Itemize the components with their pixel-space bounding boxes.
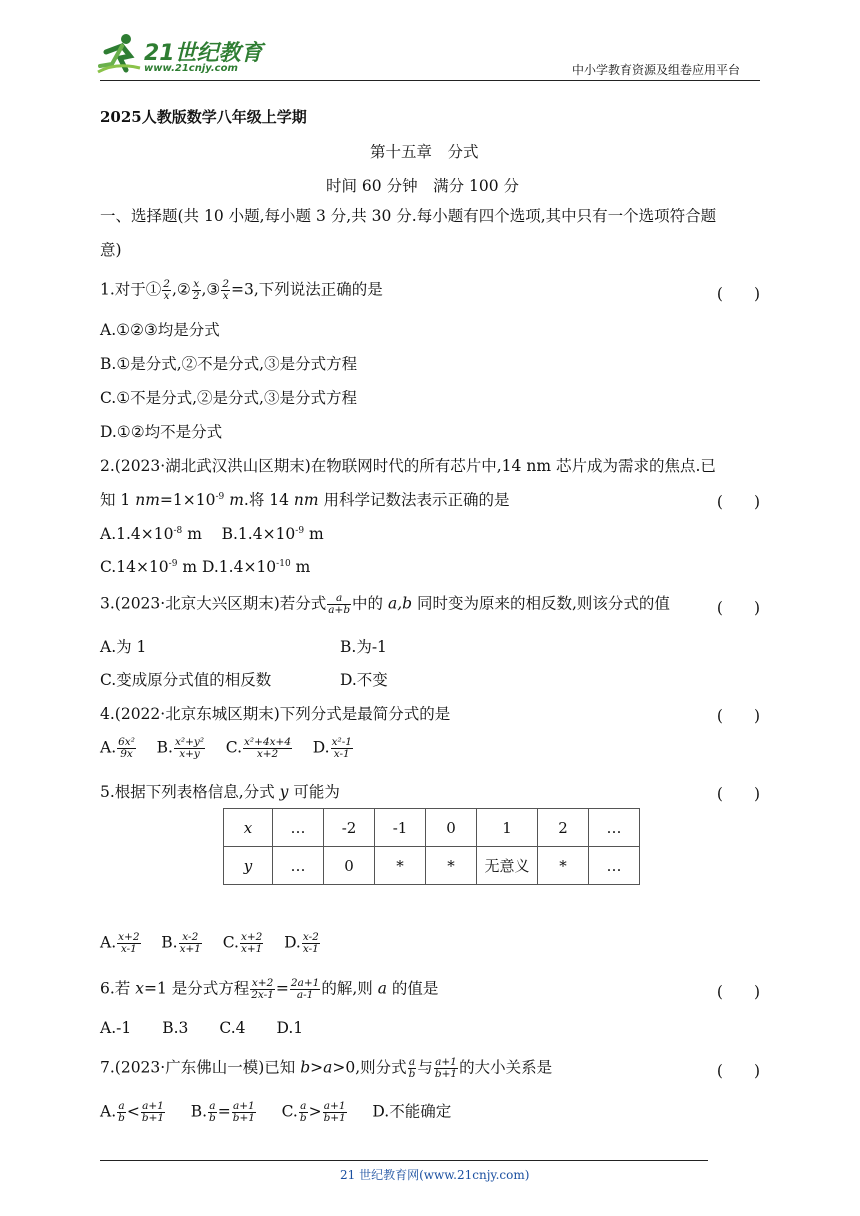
question-2: 2.(2023·湖北武汉洪山区期末)在物联网时代的所有芯片中,14 nm 芯片成为需求的焦点.已	[100, 457, 716, 475]
q2-options-cd: $C.14\times 10^{-9}$ m $D.1.4\times 10^{-10}$ m	[100, 558, 311, 576]
answer-paren-6: ( )	[716, 983, 760, 1001]
q1-option-b: B.①是分式,②不是分式,③是分式方程	[100, 355, 358, 373]
footer-rule	[100, 1160, 708, 1161]
header-rule	[100, 80, 760, 81]
q3-option-a: A.为 1	[100, 638, 147, 656]
section-heading-cont: 意)	[100, 241, 122, 259]
answer-paren-1: ( )	[716, 285, 760, 303]
question-5: 5.根据下列表格信息,分式 y 可能为	[100, 783, 340, 801]
logo	[96, 30, 263, 76]
doc-title: 2025人教版数学八年级上学期	[100, 108, 307, 126]
q3-option-c: C.变成原分式值的相反数	[100, 671, 272, 689]
time-info: 时间 60 分钟 满分 100 分	[326, 177, 520, 195]
logo-url: www.21cnjy.com	[144, 63, 238, 74]
platform-text: 中小学教育资源及组卷应用平台	[572, 63, 741, 77]
q4-options: A. $\frac{\text{6x²}}{9x}$ B. $\frac{\text{x²+y²}}{x+y}$ C. $\frac{\text{x²+4x+4}}{x+2}$ D. $\frac{\text{x²-1}}{x-1}$	[100, 736, 352, 760]
question-1: 1.对于① $\frac{2}{x}$ ,② $\frac{x}{2}$ ,③ $\frac{2}{x}$ =3,下列说法正确的是	[100, 278, 383, 302]
answer-paren-3: ( )	[716, 599, 760, 617]
q3-option-b: B.为-1	[340, 638, 387, 656]
section-heading: 一、选择题(共 10 小题,每小题 3 分,共 30 分.每小题有四个选项,其中只有一个选项符合题	[100, 207, 717, 225]
runner-logo-icon	[96, 32, 142, 74]
answer-paren-4: ( )	[716, 707, 760, 725]
question-4: 4.(2022·北京东城区期末)下列分式是最简分式的是	[100, 705, 451, 723]
value-table	[223, 808, 640, 885]
question-7: 7.(2023·广东佛山一模)已知 b>a>0,则分式 $\frac{a}{b}$ 与 $\frac{a+1}{b+1}$ 的大小关系是	[100, 1056, 553, 1080]
q1-option-d: D.①②均不是分式	[100, 423, 223, 441]
question-3: 3.(2023·北京大兴区期末)若分式 $\frac{a}{a+b}$ 中的 a,b 同时变为原来的相反数,则该分式的值	[100, 592, 670, 616]
footer-text[interactable]: 21 世纪教育网(www.21cnjy.com)	[340, 1168, 530, 1182]
q7-options: A. $\frac{a}{b}$ < $\frac{a+1}{b+1}$ B. $\frac{a}{b}$ = $\frac{a+1}{b+1}$ C. $\frac{a}{b}$ > $\frac{a+1}{b+1}$ D.不能确定	[100, 1100, 452, 1124]
chapter-title: 第十五章 分式	[370, 143, 479, 161]
table-row: x … -2 -1 0 1 2 …	[224, 809, 640, 847]
question-2-cont: 知 1 $nm=1\times 10^{-9}$ m.将 14 nm 用科学记数法表示正确的是	[100, 491, 510, 509]
answer-paren-2: ( )	[716, 493, 760, 511]
q6-options: A.-1 B.3 C.4 D.1	[100, 1019, 304, 1037]
logo-text: 21世纪教育	[144, 41, 263, 66]
answer-paren-5: ( )	[716, 785, 760, 803]
answer-paren-7: ( )	[716, 1062, 760, 1080]
q3-option-d: D.不变	[340, 671, 388, 689]
q2-options-ab: $A.1.4\times 10^{-8}$ m $B.1.4\times 10^{-9}$ m	[100, 525, 324, 543]
q1-option-a: A.①②③均是分式	[100, 321, 220, 339]
table-row: y … 0 * * 无意义 * …	[224, 847, 640, 885]
q1-option-c: C.①不是分式,②是分式,③是分式方程	[100, 389, 357, 407]
question-6: 6.若 x=1 是分式方程 $\frac{x+2}{2x-1}$ = $\frac{2a+1}{a-1}$ 的解,则 a 的值是	[100, 977, 439, 1001]
q5-options: A. $\frac{x+2}{x-1}$ B. $\frac{x-2}{x+1}$ C. $\frac{x+2}{x+1}$ D. $\frac{x-2}{x-1}$	[100, 931, 319, 955]
